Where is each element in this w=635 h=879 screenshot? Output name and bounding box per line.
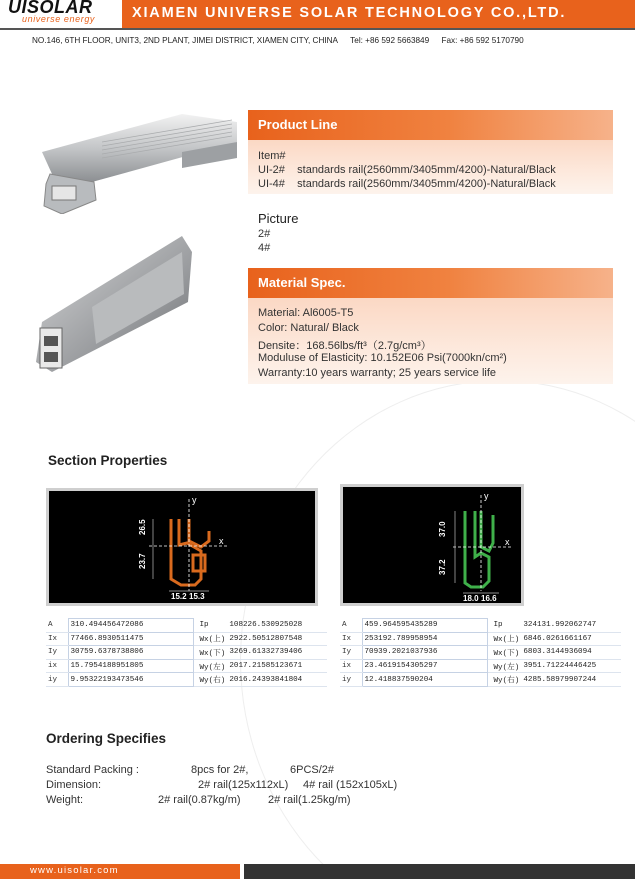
dim-lower: 37.2 (438, 559, 447, 575)
property-value: 108226.530925028 (227, 619, 327, 633)
packing-4: 6PCS/2# (290, 764, 335, 776)
material-line: Moduluse of Elasticity: 10.152E06 Psi(7000kn/cm²) (258, 352, 507, 364)
property-value: 459.964595435289 (362, 619, 487, 633)
picture-item: 2# (258, 228, 271, 240)
footer-url-link[interactable]: www.uisolar.com (30, 865, 119, 876)
item-row (258, 178, 556, 190)
dim-bottom-left: 18.0 (463, 594, 479, 603)
header-divider (0, 28, 635, 30)
material-line: Warranty:10 years warranty; 25 years service life (258, 367, 497, 379)
dimension-row (46, 779, 398, 791)
table-row (340, 619, 621, 633)
dimension-label: Dimension: (46, 779, 102, 791)
property-value: 70939.2021037936 (362, 646, 487, 660)
property-key: Iy (340, 646, 362, 660)
item-code: UI-2# (258, 164, 285, 176)
dim-upper: 26.5 (138, 519, 147, 535)
weight-4: 2# rail(1.25kg/m) (268, 794, 351, 806)
contact-line (32, 36, 534, 45)
picture-item: 4# (258, 242, 271, 254)
section-properties-heading: Section Properties (48, 453, 168, 468)
rail-2-image (32, 112, 240, 214)
property-key: Wy(左) (487, 659, 521, 673)
header-banner (122, 0, 635, 28)
footer-bar-left (0, 864, 240, 879)
address: NO.146, 6TH FLOOR, UNIT3, 2ND PLANT, JIMEI DISTRICT, XIAMEN CITY, CHINA (32, 36, 339, 45)
property-value: 6803.3144936094 (521, 646, 621, 660)
property-value: 2922.50512807548 (227, 632, 327, 646)
logo-text: UISOLAR (8, 0, 93, 17)
packing-row (46, 764, 335, 776)
property-key: Ix (46, 632, 68, 646)
item-desc: standards rail(2560mm/3405mm/4200)-Natural/Black (297, 178, 556, 190)
section-properties-table-2 (46, 618, 327, 687)
material-heading-bar (248, 268, 613, 298)
property-key: ix (340, 659, 362, 673)
product-line-heading: Product Line (258, 117, 338, 132)
product-line-heading-bar (248, 110, 613, 140)
property-key: Wy(左) (193, 659, 227, 673)
property-value: 3951.71224446425 (521, 659, 621, 673)
property-value: 2016.24393841804 (227, 673, 327, 687)
packing-2: 8pcs for 2#, (191, 764, 249, 776)
property-key: Ip (193, 619, 227, 633)
property-key: Wx(下) (193, 646, 227, 660)
property-value: 23.4619154305297 (362, 659, 487, 673)
dimension-2: 2# rail(125x112xL) (198, 779, 289, 791)
weight-label: Weight: (46, 794, 84, 806)
item-code: UI-4# (258, 178, 285, 190)
telephone: Tel: +86 592 5663849 (350, 36, 430, 45)
axis-x-label: x (505, 537, 510, 547)
property-value: 6846.0261661167 (521, 632, 621, 646)
material-heading: Material Spec. (258, 275, 346, 290)
fax: Fax: +86 592 5170790 (441, 36, 524, 45)
material-line: Color: Natural/ Black (258, 322, 359, 334)
section-properties-table-4 (340, 618, 621, 687)
axis-x-label: x (219, 536, 224, 546)
dim-bottom-left: 15.2 (171, 592, 187, 601)
table-row (340, 632, 621, 646)
ordering-heading: Ordering Specifies (46, 731, 167, 746)
rail-4-image (32, 232, 232, 380)
table-row (46, 646, 327, 660)
property-value: 2017.21585123671 (227, 659, 327, 673)
property-value: 324131.992062747 (521, 619, 621, 633)
table-row (46, 659, 327, 673)
property-key: Iy (46, 646, 68, 660)
table-row (46, 673, 327, 687)
axis-y-label: y (484, 491, 489, 501)
property-key: A (340, 619, 362, 633)
property-value: 9.95322193473546 (68, 673, 193, 687)
property-key: iy (46, 673, 68, 687)
section-drawing-2 (46, 488, 318, 606)
table-row (340, 659, 621, 673)
weight-2: 2# rail(0.87kg/m) (158, 794, 241, 806)
dim-bottom-right: 16.6 (481, 594, 497, 603)
weight-row (46, 794, 351, 806)
table-row (340, 673, 621, 687)
property-key: Wx(上) (487, 632, 521, 646)
logo-subtext: universe energy (22, 14, 96, 24)
item-row (258, 164, 556, 176)
property-value: 310.494456472086 (68, 619, 193, 633)
axis-y-label: y (192, 495, 197, 505)
material-line: Densite：168.56lbs/ft³（2.7g/cm³） (258, 340, 432, 352)
dim-bottom-right: 15.3 (189, 592, 205, 601)
property-value: 3269.61332739406 (227, 646, 327, 660)
property-key: Wy(右) (193, 673, 227, 687)
property-value: 4285.58979907244 (521, 673, 621, 687)
table-row (46, 619, 327, 633)
property-key: iy (340, 673, 362, 687)
material-line: Material: Al6005-T5 (258, 307, 354, 319)
dim-lower: 23.7 (138, 553, 147, 569)
property-key: Wx(下) (487, 646, 521, 660)
table-row (46, 632, 327, 646)
item-desc: standards rail(2560mm/3405mm/4200)-Natural/Black (297, 164, 556, 176)
section-drawing-4 (340, 484, 524, 606)
property-key: Ip (487, 619, 521, 633)
company-logo (8, 0, 120, 26)
property-value: 15.7954188951805 (68, 659, 193, 673)
property-value: 12.418837590204 (362, 673, 487, 687)
picture-heading: Picture (258, 211, 299, 226)
dimension-4: 4# rail (152x105xL) (303, 779, 398, 791)
property-value: 77466.8930511475 (68, 632, 193, 646)
property-key: Wy(右) (487, 673, 521, 687)
company-name: XIAMEN UNIVERSE SOLAR TECHNOLOGY CO.,LTD. (132, 5, 567, 21)
footer-bar-right (244, 864, 635, 879)
property-key: Wx(上) (193, 632, 227, 646)
property-key: A (46, 619, 68, 633)
item-label: Item# (258, 150, 286, 162)
property-key: Ix (340, 632, 362, 646)
property-key: ix (46, 659, 68, 673)
property-value: 30759.6378738806 (68, 646, 193, 660)
property-value: 253192.789958954 (362, 632, 487, 646)
table-row (340, 646, 621, 660)
dim-upper: 37.0 (438, 521, 447, 537)
packing-label: Standard Packing : (46, 764, 139, 776)
